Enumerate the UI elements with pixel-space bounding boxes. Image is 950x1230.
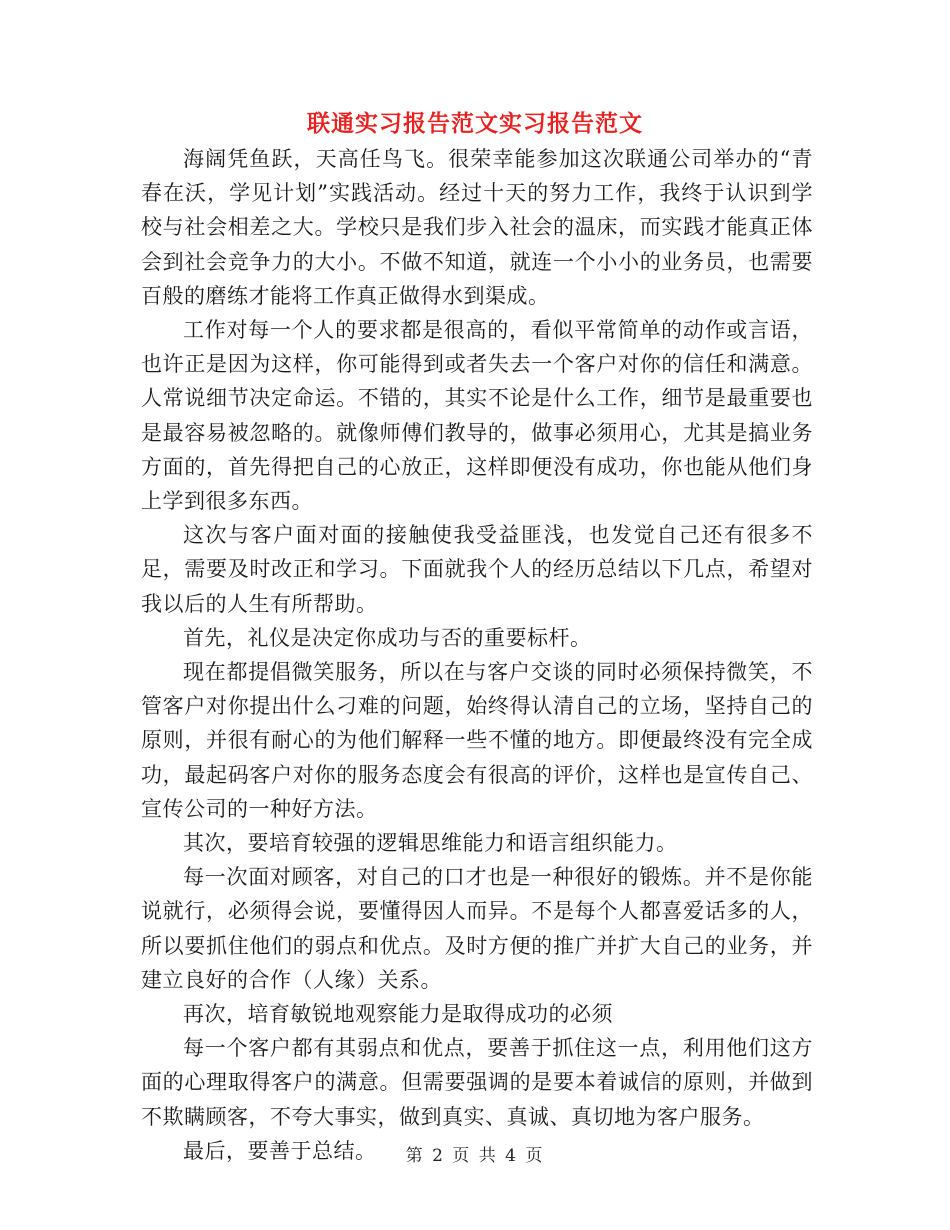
document-title: 联通实习报告范文实习报告范文 — [307, 110, 643, 137]
page-number-footer: 第 2 页 共 4 页 — [405, 1146, 545, 1166]
paragraph: 每一次面对顾客，对自己的口才也是一种很好的锻炼。并不是你能说就行，必须得会说，要懂得因人而异。不是每个人都喜爱话多的人，所以要抓住他们的弱点和优点。及时方便的推广并扩大自己的业务，并建立良好的合作（人缘）关系。 — [141, 865, 813, 992]
section-heading: 再次，培育敏锐地观察能力是取得成功的必须 — [183, 1002, 613, 1027]
section-heading: 最后，要善于总结。 — [183, 1138, 377, 1163]
paragraph: 海阔凭鱼跃，天高任鸟飞。很荣幸能参加这次联通公司举办的“青春在沃，学见计划”实践活动。经过十天的努力工作，我终于认识到学校与社会相差之大。学校只是我们步入社会的温床，而实践才能真正体会到社会竞争力的大小。不做不知道，就连一个小小的业务员，也需要百般的磨练才能将工作真正做得水到渠成。 — [141, 147, 813, 308]
paragraph: 这次与客户面对面的接触使我受益匪浅，也发觉自己还有很多不足，需要及时改正和学习。下面就我个人的经历总结以下几点，希望对我以后的人生有所帮助。 — [141, 523, 813, 616]
section-heading: 首先，礼仪是决定你成功与否的重要标杆。 — [183, 625, 592, 650]
paragraph: 现在都提倡微笑服务，所以在与客户交谈的同时必须保持微笑，不管客户对你提出什么刁难的问题，始终得认清自己的立场，坚持自己的原则，并很有耐心的为他们解释一些不懂的地方。即便最终没有完全成功，最起码客户对你的服务态度会有很高的评价，这样也是宣传自己、宣传公司的一种好方法。 — [141, 660, 813, 821]
paragraph: 工作对每一个人的要求都是很高的，看似平常简单的动作或言语，也许正是因为这样，你可能得到或者失去一个客户对你的信任和满意。人常说细节决定命运。不错的，其实不论是什么工作，细节是最重要也是最容易被忽略的。就像师傅们教导的，做事必须用心，尤其是搞业务方面的，首先得把自己的心放正，这样即便没有成功，你也能从他们身上学到很多东西。 — [141, 318, 813, 514]
paragraph: 每一个客户都有其弱点和优点，要善于抓住这一点，利用他们这方面的心理取得客户的满意。但需要强调的是要本着诚信的原则，并做到不欺瞒顾客，不夸大事实，做到真实、真诚、真切地为客户服务。 — [141, 1036, 813, 1129]
document-body — [141, 142, 813, 1168]
section-heading: 其次，要培育较强的逻辑思维能力和语言组织能力。 — [183, 831, 678, 856]
